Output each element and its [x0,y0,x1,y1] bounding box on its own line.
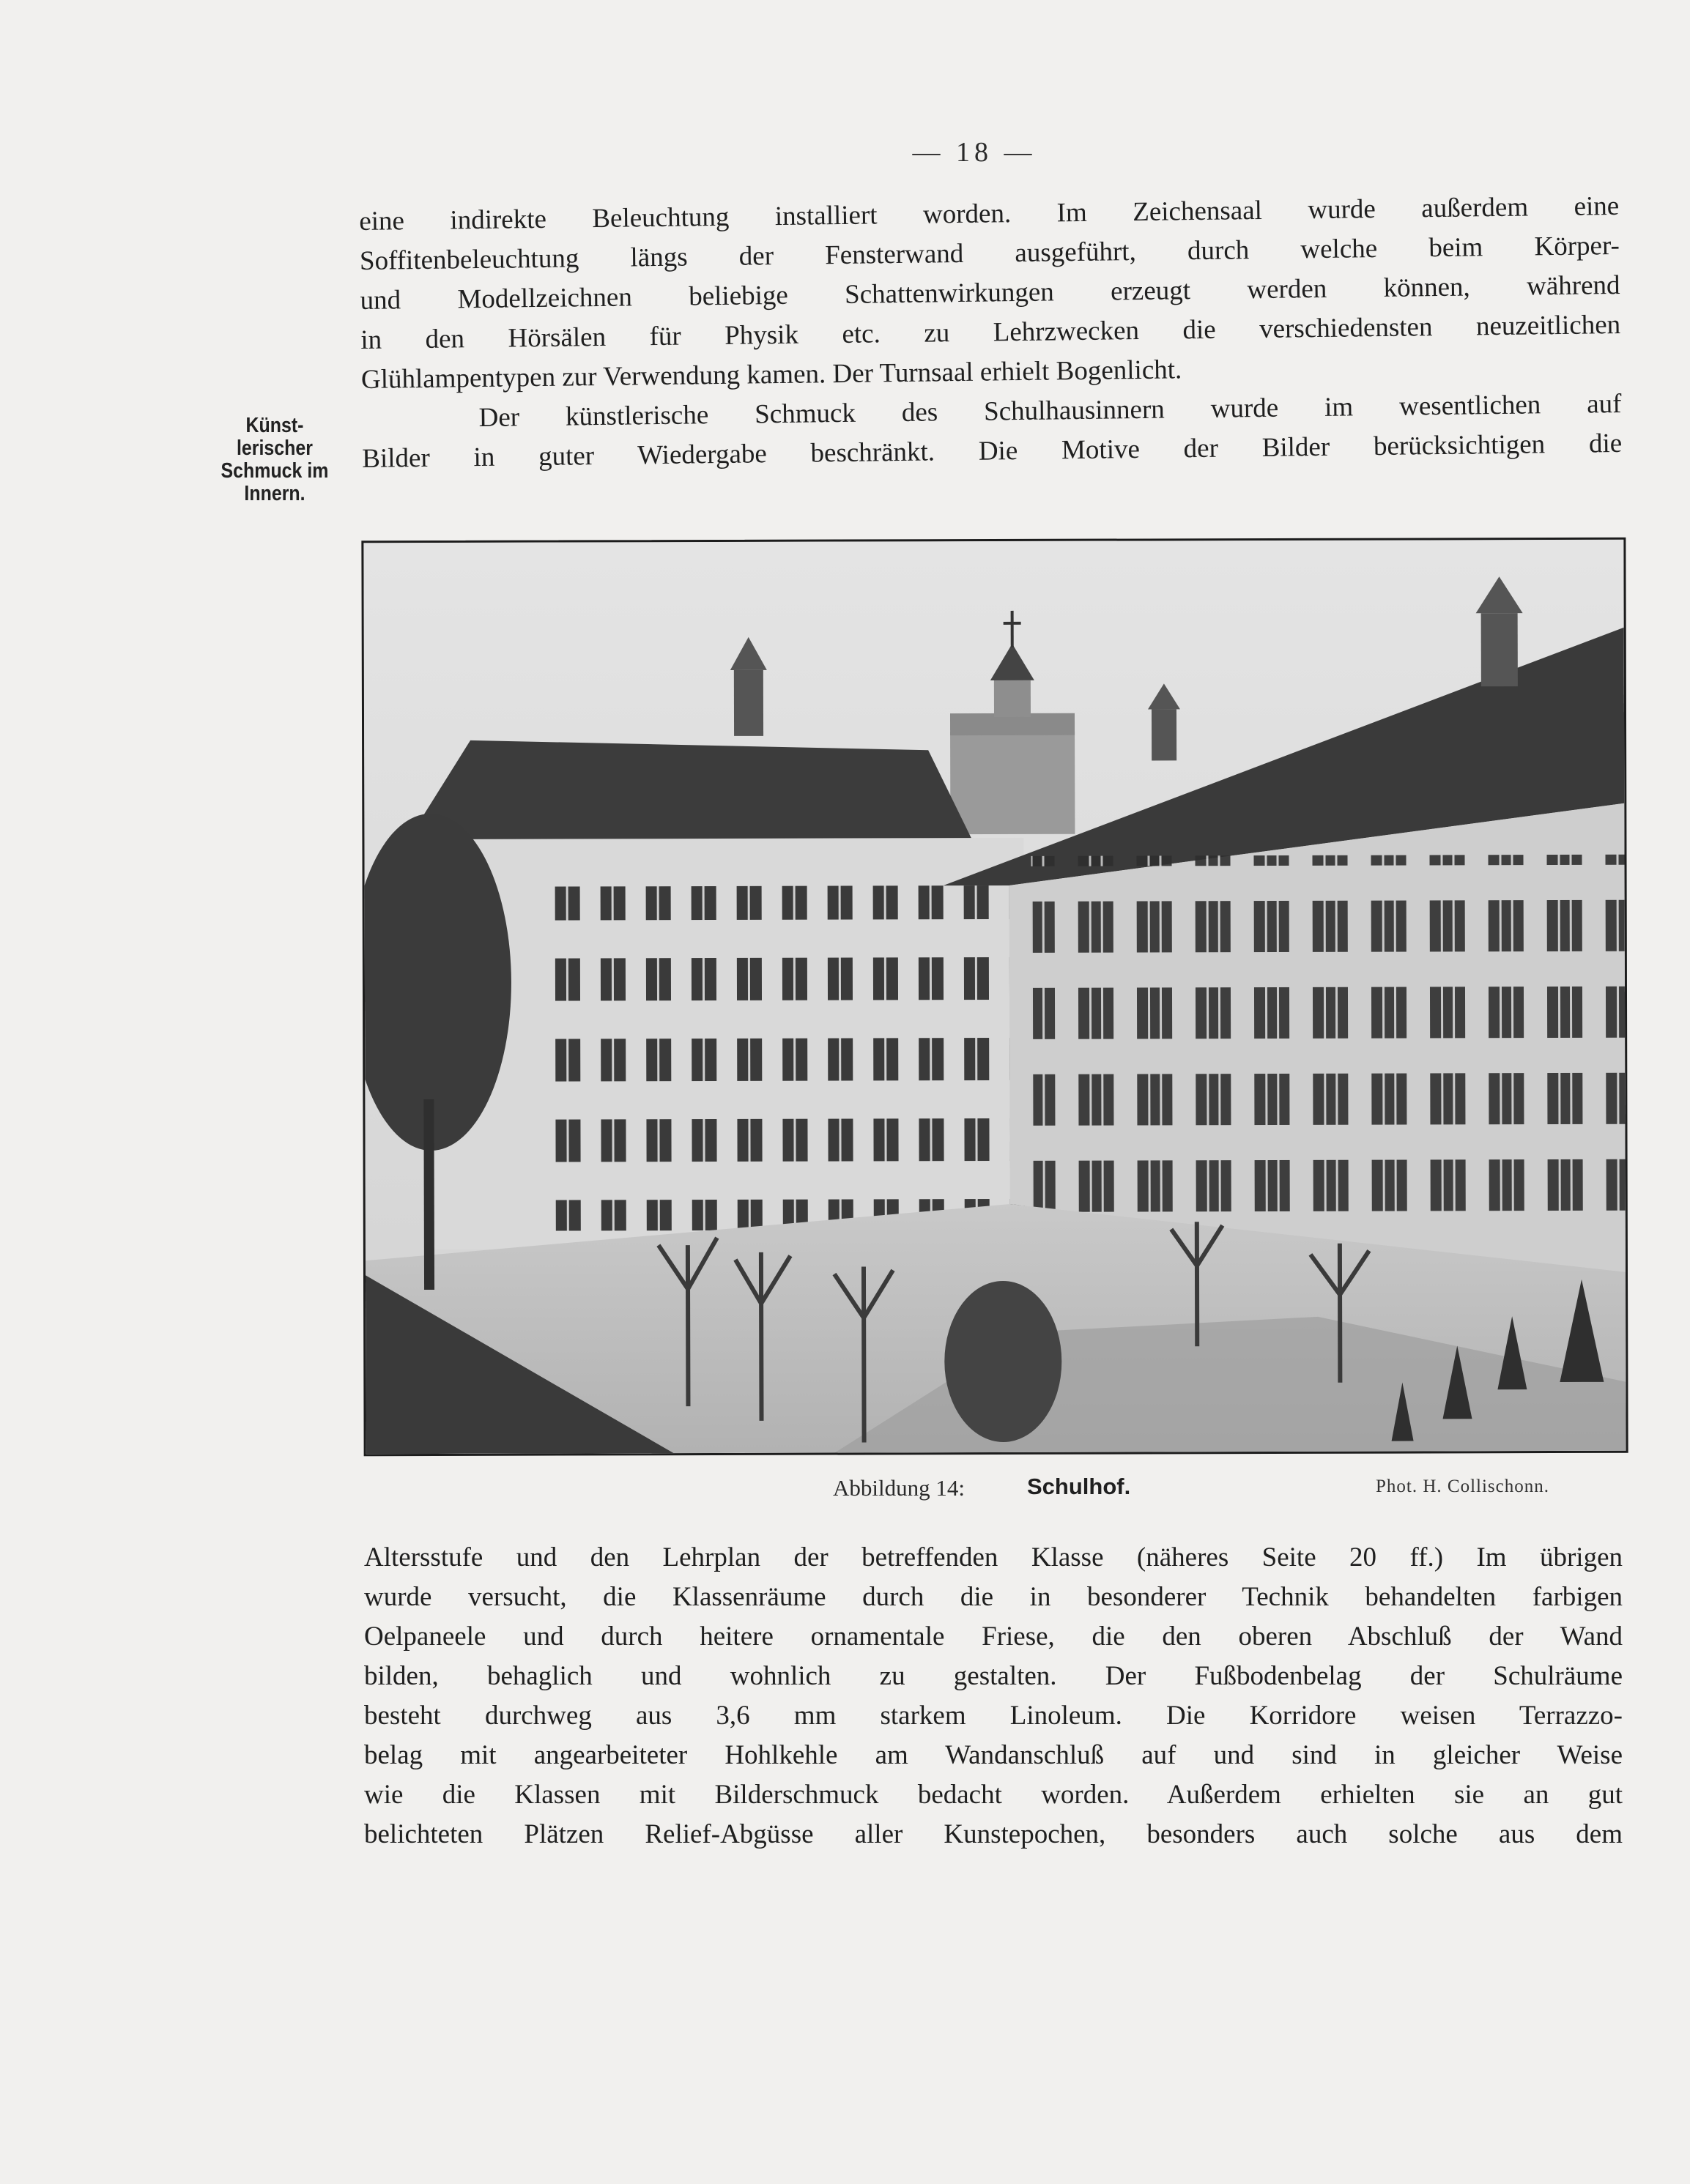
schoolyard-photograph [361,538,1628,1457]
margin-note-line: Schmuck im [220,459,329,483]
text-line: belag mit angearbeiteter Hohlkehle am Wandanschluß auf und sind in gleicher Weise [364,1740,1623,1770]
text-line: Glühlampentypen zur Verwendung kamen. Der Turnsaal erhielt Bogenlicht. [360,354,1182,395]
margin-note-line: Künst- [245,414,304,437]
text-line: wie die Klassen mit Bilderschmuck bedacht worden. Außerdem erhielten sie an gut [364,1780,1623,1810]
text-line: eine indirekte Beleuchtung installiert worden. Im Zeichensaal wurde außerdem eine [359,190,1620,237]
text-line: Altersstufe und den Lehrplan der betreffenden Klasse (näheres Seite 20 ff.) Im übrigen [364,1542,1623,1572]
figure-title: Schulhof. [1027,1474,1131,1499]
right-windows [1031,855,1625,1230]
paragraph-top [359,187,1622,479]
text-line: Der künstlerische Schmuck des Schulhausinnern wurde im wesentlichen auf [478,388,1622,434]
schoolyard-illustration [363,540,1626,1454]
margin-note-line: Innern. [244,482,305,505]
text-line: wurde versucht, die Klassenräume durch die in besonderer Technik behandelten farbigen [364,1582,1623,1612]
margin-note [209,415,341,505]
left-windows [541,885,1025,1231]
photo-credit: Phot. H. Collischonn. [1376,1477,1549,1496]
text-line: bilden, behaglich und wohnlich zu gestalten. Der Fußbodenbelag der Schulräume [364,1661,1623,1691]
text-line: Soffitenbeleuchtung längs der Fensterwand ausgeführt, durch welche beim Körper- [359,230,1620,276]
paragraph-bottom [364,1538,1623,1854]
margin-note-line: lerischer [236,437,313,460]
text-line: belichteten Plätzen Relief-Abgüsse aller Kunstepochen, besonders auch solche aus dem [364,1819,1623,1849]
center-tree [944,1281,1062,1442]
text-line: in den Hörsälen für Physik etc. zu Lehrzwecken die verschiedensten neuzeitlichen [360,309,1621,355]
figure-label: Abbildung 14: [833,1475,965,1501]
text-line: Bilder in guter Wiedergabe beschränkt. Die Motive der Bilder berücksichtigen die [362,428,1623,474]
text-line: und Modellzeichnen beliebige Schattenwirkungen erzeugt werden können, während [360,270,1620,316]
text-line: Oelpaneele und durch heitere ornamentale Friese, die den oberen Abschluß der Wand [364,1622,1623,1652]
page-number: — 18 — [912,137,1037,168]
text-line: besteht durchweg aus 3,6 mm starkem Linoleum. Die Korridore weisen Terrazzo- [364,1701,1623,1731]
